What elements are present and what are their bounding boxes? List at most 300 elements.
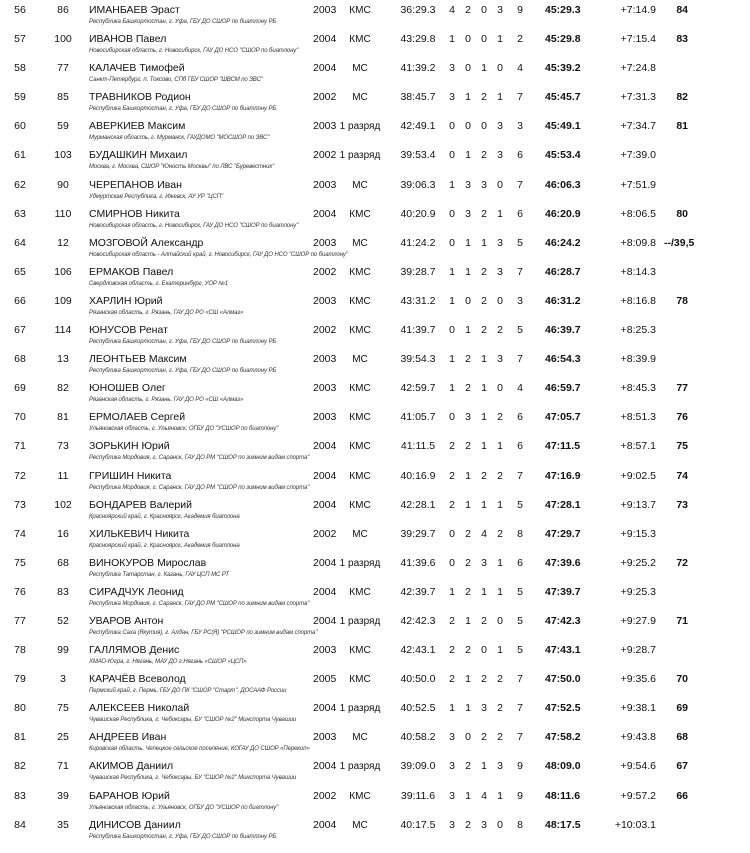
athlete-region: Рязанская область, г. Рязань, ГАУ ДО РО «СШ «Алмаз»	[89, 397, 244, 404]
ski-time: 41:39.7	[400, 324, 436, 337]
sport-category: МС	[352, 819, 368, 831]
result-time: 47:58.2	[545, 731, 581, 744]
time-behind: +8:39.9	[620, 353, 656, 366]
result-time: 46:31.2	[545, 294, 581, 307]
place-cell: 82	[14, 760, 26, 773]
sport-category: КМС	[349, 383, 371, 395]
athlete-region: Санкт-Петербург, п. Токсово, СПб ГБУ СШОР "ШВСМ по ЗВС"	[89, 77, 263, 84]
total-misses: 9	[517, 4, 523, 16]
shooting-misses-2: 0	[465, 294, 471, 307]
sport-category: КМС	[349, 295, 371, 307]
athlete-region: Свердловская область, г. Екатеринбург, УОР №1	[89, 280, 229, 287]
shooting-misses-4: 2	[497, 702, 503, 715]
points: 81	[676, 120, 688, 133]
shooting-misses-1: 0	[449, 207, 455, 220]
result-time: 46:06.3	[545, 178, 581, 191]
shooting-misses-2: 0	[465, 731, 471, 744]
shooting-misses-1: 0	[449, 411, 455, 424]
shooting-misses-3: 2	[481, 294, 487, 307]
place-cell: 58	[14, 62, 26, 75]
athlete-region: Республика Башкортостан, г. Уфа, ГБУ ДО СШОР по биатлону РБ	[89, 19, 277, 25]
shooting-misses-4: 0	[497, 382, 503, 395]
birth-year: 2004	[313, 498, 337, 511]
total-misses: 4	[517, 62, 523, 75]
time-behind: +8:14.3	[620, 265, 656, 278]
ski-time: 42:49.1	[400, 120, 436, 133]
place-cell: 74	[14, 527, 26, 540]
shooting-misses-3: 0	[481, 33, 487, 46]
table-row	[0, 553, 750, 582]
athlete-name: АНДРЕЕВ Иван	[89, 731, 167, 744]
shooting-misses-1: 2	[449, 440, 455, 453]
birth-year: 2004	[313, 440, 337, 453]
shooting-misses-1: 2	[449, 614, 455, 627]
result-time: 47:11.5	[545, 440, 581, 453]
shooting-misses-3: 3	[481, 556, 487, 569]
shooting-misses-4: 1	[497, 585, 503, 598]
shooting-misses-2: 1	[465, 614, 471, 627]
bib-cell: 75	[57, 702, 69, 715]
shooting-misses-2: 1	[465, 673, 471, 686]
bib-cell: 106	[54, 265, 72, 278]
points: 83	[676, 33, 688, 46]
shooting-misses-4: 1	[497, 498, 503, 511]
shooting-misses-2: 1	[465, 265, 471, 278]
shooting-misses-3: 0	[481, 644, 487, 657]
place-cell: 75	[14, 556, 26, 569]
points: 75	[676, 440, 688, 453]
place-cell: 83	[14, 789, 26, 802]
points: 70	[676, 673, 688, 686]
shooting-misses-2: 0	[465, 33, 471, 46]
bib-cell: 59	[57, 120, 69, 133]
bib-cell: 114	[54, 324, 72, 337]
athlete-name: ЕРМОЛАЕВ Сергей	[89, 411, 186, 424]
shooting-misses-4: 2	[497, 673, 503, 686]
time-behind: +10:03.1	[614, 818, 656, 831]
birth-year: 2004	[313, 760, 337, 773]
athlete-name: ЮНУСОВ Ренат	[89, 324, 168, 337]
sport-category: МС	[352, 354, 368, 366]
shooting-misses-3: 1	[481, 62, 487, 75]
table-row	[0, 640, 750, 669]
shooting-misses-4: 2	[497, 731, 503, 744]
table-row	[0, 204, 750, 233]
bib-cell: 11	[57, 469, 69, 482]
table-row	[0, 669, 750, 698]
athlete-region: Чувашская Республика, г. Чебоксары, БУ "СШОР №2" Минспорта Чувашии	[89, 717, 297, 724]
shooting-misses-3: 2	[481, 91, 487, 104]
birth-year: 2003	[313, 294, 337, 307]
sport-category: КМС	[349, 266, 371, 278]
birth-year: 2004	[313, 614, 337, 627]
place-cell: 68	[14, 353, 26, 366]
ski-time: 39:06.3	[400, 178, 436, 191]
shooting-misses-3: 1	[481, 382, 487, 395]
shooting-misses-2: 2	[465, 527, 471, 540]
table-row	[0, 320, 750, 349]
athlete-region: Республика Мордовия, г. Саранск, ГАУ ДО РМ "СШОР по зимним видам спорта"	[89, 600, 310, 607]
place-cell: 76	[14, 585, 26, 598]
ski-time: 40:16.9	[400, 469, 436, 482]
ski-time: 41:05.7	[400, 411, 436, 424]
birth-year: 2003	[313, 382, 337, 395]
table-row	[0, 727, 750, 756]
shooting-misses-1: 0	[449, 120, 455, 133]
table-row	[0, 87, 750, 116]
time-behind: +7:51.9	[620, 178, 656, 191]
shooting-misses-2: 3	[465, 178, 471, 191]
birth-year: 2004	[313, 818, 337, 831]
shooting-misses-2: 2	[465, 440, 471, 453]
time-behind: +8:25.3	[620, 324, 656, 337]
athlete-region: Республика Башкортостан, г. Уфа, ГБУ ДО СШОР по биатлону РБ	[89, 833, 277, 840]
shooting-misses-3: 1	[481, 236, 487, 249]
shooting-misses-2: 1	[465, 789, 471, 802]
athlete-region: Ульяновская область, г. Ульяновск, ОГБУ ДО "УСШОР по биатлону"	[89, 426, 279, 433]
total-misses: 7	[517, 469, 523, 482]
total-misses: 4	[517, 382, 523, 395]
shooting-misses-3: 2	[481, 149, 487, 162]
result-time: 45:53.4	[545, 149, 581, 162]
athlete-name: ДИНИСОВ Даниил	[89, 818, 181, 831]
place-cell: 77	[14, 614, 26, 627]
athlete-name: ЗОРЬКИН Юрий	[89, 440, 170, 453]
athlete-name: КАЛАЧЕВ Тимофей	[89, 62, 185, 75]
ski-time: 39:29.7	[400, 527, 436, 540]
athlete-region: Республика Мордовия, г. Саранск, ГАУ ДО РМ "СШОР по зимним видам спорта"	[89, 455, 310, 462]
birth-year: 2004	[313, 585, 337, 598]
sport-category: МС	[352, 237, 368, 249]
ski-time: 42:42.3	[400, 614, 436, 627]
place-cell: 57	[14, 33, 26, 46]
total-misses: 6	[517, 411, 523, 424]
total-misses: 5	[517, 236, 523, 249]
ski-time: 43:29.8	[400, 33, 436, 46]
ski-time: 36:29.3	[400, 4, 436, 16]
shooting-misses-3: 2	[481, 731, 487, 744]
shooting-misses-3: 3	[481, 178, 487, 191]
ski-time: 42:39.7	[400, 585, 436, 598]
ski-time: 40:50.0	[400, 673, 436, 686]
result-time: 47:52.5	[545, 702, 581, 715]
place-cell: 72	[14, 469, 26, 482]
shooting-misses-1: 1	[449, 265, 455, 278]
bib-cell: 39	[57, 789, 69, 802]
athlete-region: Новосибирская область - Алтайский край, г. Новосибирск, ГАУ ДО НСО "СШОР по биатлону"	[89, 251, 348, 258]
shooting-misses-1: 3	[449, 789, 455, 802]
athlete-name: ГАЛЛЯМОВ Денис	[89, 644, 180, 657]
athlete-region: Республика Башкортостан, г. Уфа, ГБУ ДО СШОР по биатлону РБ	[89, 106, 277, 113]
athlete-name: ЕРМАКОВ Павел	[89, 265, 174, 278]
bib-cell: 3	[60, 673, 66, 686]
shooting-misses-2: 1	[465, 91, 471, 104]
shooting-misses-3: 2	[481, 324, 487, 337]
shooting-misses-1: 0	[449, 324, 455, 337]
total-misses: 7	[517, 178, 523, 191]
place-cell: 78	[14, 644, 26, 657]
table-row	[0, 611, 750, 640]
place-cell: 80	[14, 702, 26, 715]
ski-time: 39:53.4	[400, 149, 436, 162]
total-misses: 3	[517, 120, 523, 133]
time-behind: +9:27.9	[620, 614, 656, 627]
shooting-misses-3: 1	[481, 585, 487, 598]
athlete-region: Рязанская область, г. Рязань, ГАУ ДО РО «СШ «Алмаз»	[89, 309, 244, 316]
shooting-misses-2: 2	[465, 585, 471, 598]
points: 73	[676, 498, 688, 511]
place-cell: 59	[14, 91, 26, 104]
place-cell: 71	[14, 440, 26, 453]
athlete-region: Республика Саха (Якутия), г. Алдан, ГБУ РС(Я) "РСШОР по зимним видам спорта"	[89, 629, 318, 636]
shooting-misses-4: 1	[497, 207, 503, 220]
table-row	[0, 815, 750, 844]
shooting-misses-1: 2	[449, 469, 455, 482]
shooting-misses-4: 3	[497, 120, 503, 133]
total-misses: 5	[517, 614, 523, 627]
shooting-misses-4: 1	[497, 91, 503, 104]
points: 78	[676, 294, 688, 307]
shooting-misses-1: 0	[449, 236, 455, 249]
time-behind: +9:02.5	[620, 469, 656, 482]
shooting-misses-3: 1	[481, 760, 487, 773]
athlete-name: АЛЕКСЕЕВ Николай	[89, 702, 190, 715]
result-time: 47:29.7	[545, 527, 581, 540]
athlete-name: УВАРОВ Антон	[89, 614, 164, 627]
shooting-misses-4: 3	[497, 149, 503, 162]
shooting-misses-3: 4	[481, 527, 487, 540]
ski-time: 41:11.5	[400, 440, 436, 453]
table-row	[0, 175, 750, 204]
result-time: 46:24.2	[545, 236, 581, 249]
shooting-misses-4: 1	[497, 789, 503, 802]
bib-cell: 35	[57, 818, 69, 831]
shooting-misses-1: 2	[449, 644, 455, 657]
place-cell: 56	[14, 4, 26, 16]
sport-category: КМС	[349, 441, 371, 453]
total-misses: 2	[517, 33, 523, 46]
time-behind: +7:14.9	[620, 4, 656, 16]
athlete-name: СИРАДЧУК Леонид	[89, 585, 184, 598]
ski-time: 42:59.7	[400, 382, 436, 395]
athlete-region: Республика Татарстан, г. Казань, ГАУ ЦСП МС РТ	[89, 571, 229, 578]
ski-time: 43:31.2	[400, 294, 436, 307]
total-misses: 5	[517, 324, 523, 337]
athlete-name: БОНДАРЕВ Валерий	[89, 498, 192, 511]
ski-time: 42:28.1	[400, 498, 436, 511]
place-cell: 69	[14, 382, 26, 395]
table-row	[0, 291, 750, 320]
shooting-misses-4: 0	[497, 614, 503, 627]
time-behind: +9:38.1	[620, 702, 656, 715]
athlete-name: ИМАНБАЕВ Эраст	[89, 4, 180, 16]
shooting-misses-4: 3	[497, 265, 503, 278]
result-time: 48:11.6	[545, 789, 581, 802]
points: 66	[676, 789, 688, 802]
bib-cell: 71	[57, 760, 69, 773]
table-row	[0, 0, 750, 29]
points: 76	[676, 411, 688, 424]
sport-category: МС	[352, 63, 368, 75]
ski-time: 41:39.2	[400, 62, 436, 75]
time-behind: +9:28.7	[620, 644, 656, 657]
shooting-misses-2: 1	[465, 324, 471, 337]
total-misses: 7	[517, 673, 523, 686]
result-time: 46:20.9	[545, 207, 581, 220]
time-behind: +9:43.8	[620, 731, 656, 744]
total-misses: 3	[517, 294, 523, 307]
bib-cell: 103	[54, 149, 72, 162]
time-behind: +9:25.2	[620, 556, 656, 569]
points: 69	[676, 702, 688, 715]
bib-cell: 110	[54, 207, 72, 220]
shooting-misses-2: 0	[465, 120, 471, 133]
time-behind: +8:06.5	[620, 207, 656, 220]
birth-year: 2002	[313, 789, 337, 802]
result-time: 48:09.0	[545, 760, 581, 773]
ski-time: 40:17.5	[400, 818, 436, 831]
birth-year: 2003	[313, 4, 337, 16]
athlete-region: Новосибирская область, г. Новосибирск, ГАУ ДО НСО "СШОР по биатлону"	[89, 222, 299, 229]
athlete-region: Новосибирская область, г. Новосибирск, ГАУ ДО НСО "СШОР по биатлону"	[89, 48, 299, 55]
shooting-misses-3: 2	[481, 614, 487, 627]
athlete-name: МОЗГОВОЙ Александр	[89, 236, 204, 249]
table-row	[0, 262, 750, 291]
points: --/39,5	[664, 236, 695, 249]
total-misses: 9	[517, 760, 523, 773]
place-cell: 79	[14, 673, 26, 686]
total-misses: 7	[517, 91, 523, 104]
total-misses: 7	[517, 702, 523, 715]
athlete-region: Республика Мордовия, г. Саранск, ГАУ ДО РМ "СШОР по зимним видам спорта"	[89, 484, 310, 491]
shooting-misses-2: 1	[465, 469, 471, 482]
sport-category: КМС	[349, 645, 371, 657]
shooting-misses-3: 1	[481, 440, 487, 453]
shooting-misses-1: 1	[449, 294, 455, 307]
shooting-misses-3: 1	[481, 353, 487, 366]
shooting-misses-3: 2	[481, 265, 487, 278]
table-row	[0, 407, 750, 436]
sport-category: МС	[352, 92, 368, 104]
athlete-region: Пермский край, г. Пермь, ГБУ ДО ПК "СШОР "Старт", ДОСААФ России	[89, 688, 287, 695]
table-row	[0, 582, 750, 611]
time-behind: +8:51.3	[620, 411, 656, 424]
time-behind: +7:39.0	[620, 149, 656, 162]
shooting-misses-3: 1	[481, 411, 487, 424]
total-misses: 5	[517, 585, 523, 598]
shooting-misses-3: 2	[481, 207, 487, 220]
shooting-misses-4: 1	[497, 644, 503, 657]
result-time: 46:28.7	[545, 265, 581, 278]
table-row	[0, 29, 750, 58]
total-misses: 9	[517, 789, 523, 802]
athlete-region: Красноярский край, г. Красноярск, Академия биатлона	[89, 513, 240, 520]
shooting-misses-2: 2	[465, 556, 471, 569]
shooting-misses-2: 1	[465, 702, 471, 715]
place-cell: 84	[14, 818, 26, 831]
points: 84	[676, 4, 688, 16]
place-cell: 81	[14, 731, 26, 744]
shooting-misses-1: 0	[449, 527, 455, 540]
sport-category: 1 разряд	[339, 121, 381, 133]
ski-time: 40:52.5	[400, 702, 436, 715]
bib-cell: 83	[57, 585, 69, 598]
athlete-name: ГРИШИН Никита	[89, 469, 172, 482]
table-row	[0, 116, 750, 145]
table-row	[0, 495, 750, 524]
shooting-misses-1: 1	[449, 585, 455, 598]
shooting-misses-4: 0	[497, 178, 503, 191]
shooting-misses-3: 0	[481, 120, 487, 133]
birth-year: 2002	[313, 149, 337, 162]
athlete-region: Республика Башкортостан, г. Уфа, ГБУ ДО СШОР по биатлону РБ	[89, 368, 277, 375]
shooting-misses-3: 2	[481, 469, 487, 482]
shooting-misses-2: 2	[465, 818, 471, 831]
athlete-region: ХМАО-Югра, г. Нягань, МАУ ДО г.Нягань «СШОР «ЦСП»	[89, 659, 247, 666]
result-time: 47:43.1	[545, 644, 581, 657]
birth-year: 2004	[313, 207, 337, 220]
shooting-misses-1: 1	[449, 178, 455, 191]
shooting-misses-4: 0	[497, 818, 503, 831]
sport-category: 1 разряд	[339, 557, 381, 569]
result-time: 46:39.7	[545, 324, 581, 337]
bib-cell: 16	[57, 527, 69, 540]
time-behind: +8:57.1	[620, 440, 656, 453]
sport-category: 1 разряд	[339, 703, 381, 715]
total-misses: 6	[517, 440, 523, 453]
birth-year: 2003	[313, 353, 337, 366]
ski-time: 40:58.2	[400, 731, 436, 744]
birth-year: 2003	[313, 644, 337, 657]
shooting-misses-3: 2	[481, 673, 487, 686]
athlete-name: БАРАНОВ Юрий	[89, 789, 170, 802]
shooting-misses-4: 2	[497, 324, 503, 337]
athlete-region: Красноярский край, г. Красноярск, Академия биатлона	[89, 542, 240, 549]
result-time: 48:17.5	[545, 818, 581, 831]
total-misses: 6	[517, 207, 523, 220]
total-misses: 8	[517, 818, 523, 831]
shooting-misses-4: 2	[497, 527, 503, 540]
bib-cell: 81	[57, 411, 69, 424]
ski-time: 39:11.6	[400, 789, 436, 802]
athlete-name: ЮНОШЕВ Олег	[89, 382, 166, 395]
shooting-misses-2: 1	[465, 498, 471, 511]
shooting-misses-4: 3	[497, 4, 503, 16]
bib-cell: 85	[57, 91, 69, 104]
table-row	[0, 698, 750, 727]
sport-category: КМС	[349, 208, 371, 220]
sport-category: 1 разряд	[339, 150, 381, 162]
birth-year: 2003	[313, 411, 337, 424]
shooting-misses-1: 1	[449, 33, 455, 46]
points: 80	[676, 207, 688, 220]
points: 77	[676, 382, 688, 395]
shooting-misses-1: 1	[449, 353, 455, 366]
ski-time: 38:45.7	[400, 91, 436, 104]
shooting-misses-1: 3	[449, 62, 455, 75]
time-behind: +7:34.7	[620, 120, 656, 133]
athlete-region: Мурманская область, г. Мурманск, ГАУДОМО "МОСШОР по ЗВС"	[89, 135, 270, 142]
shooting-misses-2: 3	[465, 411, 471, 424]
shooting-misses-4: 3	[497, 760, 503, 773]
athlete-region: Республика Башкортостан, г. Уфа, ГБУ ДО СШОР по биатлону РБ	[89, 339, 277, 346]
shooting-misses-3: 3	[481, 818, 487, 831]
ski-time: 41:39.6	[400, 556, 436, 569]
birth-year: 2005	[313, 673, 337, 686]
points: 82	[676, 91, 688, 104]
time-behind: +8:16.8	[620, 294, 656, 307]
birth-year: 2004	[313, 556, 337, 569]
